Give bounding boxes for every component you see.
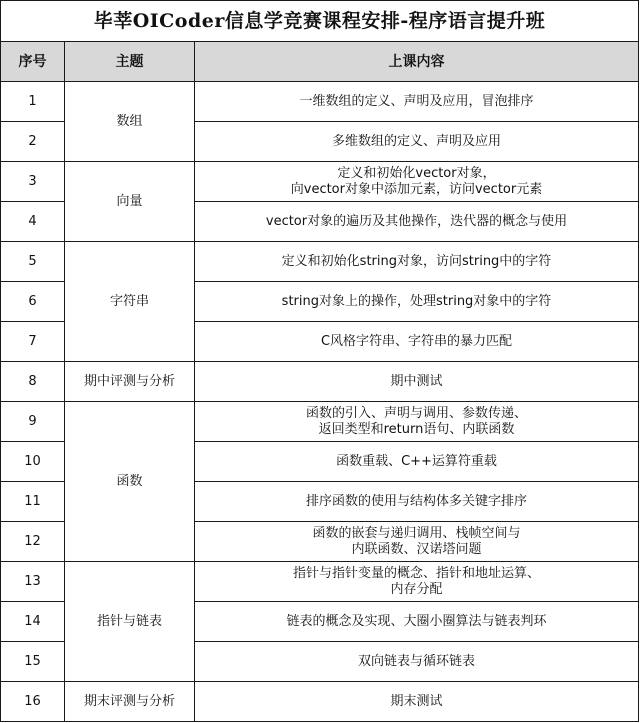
row-number: 1 — [1, 82, 65, 122]
row-topic: 数组 — [65, 82, 195, 162]
table-row — [1, 402, 639, 442]
row-number: 2 — [1, 122, 65, 162]
header-row — [1, 42, 639, 82]
row-topic: 期中评测与分析 — [65, 362, 195, 402]
row-content: 函数的嵌套与递归调用、栈帧空间与 内联函数、汉诺塔问题 — [195, 522, 639, 562]
row-number: 10 — [1, 442, 65, 482]
row-topic: 向量 — [65, 162, 195, 242]
row-number: 11 — [1, 482, 65, 522]
table-row — [1, 682, 639, 722]
row-content: vector对象的遍历及其他操作，迭代器的概念与使用 — [195, 202, 639, 242]
row-topic: 函数 — [65, 402, 195, 562]
row-topic: 指针与链表 — [65, 562, 195, 682]
row-number: 13 — [1, 562, 65, 602]
schedule-rows — [1, 82, 639, 722]
column-header-content: 上课内容 — [195, 42, 639, 82]
row-content: 定义和初始化string对象，访问string中的字符 — [195, 242, 639, 282]
row-number: 7 — [1, 322, 65, 362]
row-content: 函数重载、C++运算符重载 — [195, 442, 639, 482]
column-header-topic: 主题 — [65, 42, 195, 82]
row-content: C风格字符串、字符串的暴力匹配 — [195, 322, 639, 362]
row-content: 定义和初始化vector对象， 向vector对象中添加元素，访问vector元素 — [195, 162, 639, 202]
row-content: 链表的概念及实现、大圈小圈算法与链表判环 — [195, 602, 639, 642]
row-number: 16 — [1, 682, 65, 722]
row-number: 8 — [1, 362, 65, 402]
column-header-number: 序号 — [1, 42, 65, 82]
row-number: 12 — [1, 522, 65, 562]
row-content: 函数的引入、声明与调用、参数传递、 返回类型和return语句、内联函数 — [195, 402, 639, 442]
table-row — [1, 82, 639, 122]
row-number: 15 — [1, 642, 65, 682]
row-number: 6 — [1, 282, 65, 322]
row-content: 多维数组的定义、声明及应用 — [195, 122, 639, 162]
row-content: 期中测试 — [195, 362, 639, 402]
row-number: 5 — [1, 242, 65, 282]
row-content: 一维数组的定义、声明及应用，冒泡排序 — [195, 82, 639, 122]
table-row — [1, 162, 639, 202]
row-content: string对象上的操作，处理string对象中的字符 — [195, 282, 639, 322]
row-content: 排序函数的使用与结构体多关键字排序 — [195, 482, 639, 522]
row-number: 4 — [1, 202, 65, 242]
table-row — [1, 362, 639, 402]
table-row — [1, 242, 639, 282]
row-content: 指针与指针变量的概念、指针和地址运算、 内存分配 — [195, 562, 639, 602]
row-number: 14 — [1, 602, 65, 642]
table-row — [1, 562, 639, 602]
row-topic: 期末评测与分析 — [65, 682, 195, 722]
row-topic: 字符串 — [65, 242, 195, 362]
row-number: 3 — [1, 162, 65, 202]
row-content: 双向链表与循环链表 — [195, 642, 639, 682]
row-number: 9 — [1, 402, 65, 442]
table-title: 毕莘OICoder信息学竞赛课程安排-程序语言提升班 — [1, 1, 639, 42]
row-content: 期末测试 — [195, 682, 639, 722]
